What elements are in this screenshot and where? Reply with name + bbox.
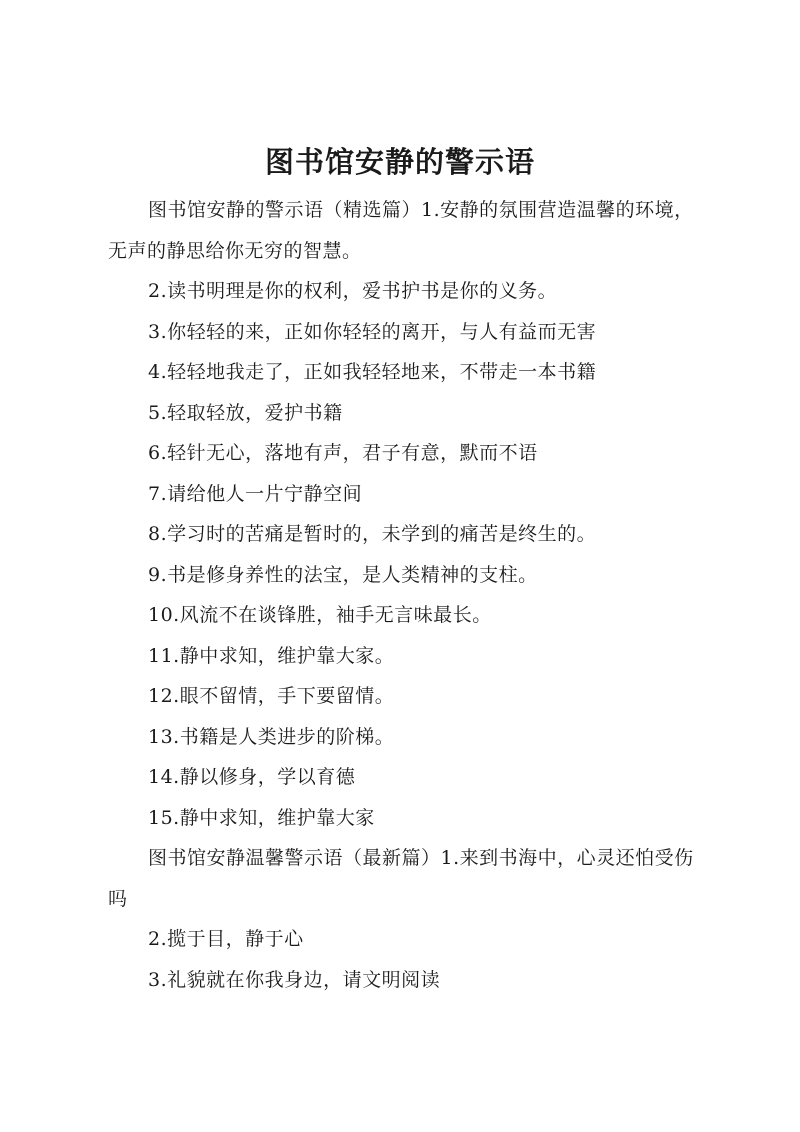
slogan-item-b2: 2.揽于目，静于心 (148, 928, 304, 950)
document-body (108, 190, 708, 1000)
slogan-item-3: 3.你轻轻的来，正如你轻轻的离开，与人有益而无害 (148, 320, 597, 343)
page-title: 图书馆安静的警示语 (264, 145, 535, 179)
slogan-item-6: 6.轻针无心，落地有声，君子有意，默而不语 (148, 442, 538, 464)
slogan-item-b3: 3.礼貌就在你我身边，请文明阅读 (148, 968, 441, 991)
paragraph-intro-2: 图书馆安静温馨警示语（最新篇）1.来到书海中，心灵还怕受伤吗 (108, 847, 694, 910)
slogan-item-15: 15.静中求知，维护靠大家 (148, 806, 375, 829)
slogan-item-5: 5.轻取轻放，爱护书籍 (148, 401, 343, 424)
slogan-item-12: 12.眼不留情，手下要留情。 (148, 685, 395, 707)
slogan-item-7: 7.请给他人一片宁静空间 (148, 482, 363, 505)
slogan-item-10: 10.风流不在谈锋胜，袖手无言味最长。 (148, 604, 492, 626)
slogan-item-8: 8.学习时的苦痛是暂时的，未学到的痛苦是终生的。 (148, 523, 597, 545)
slogan-item-13: 13.书籍是人类进步的阶梯。 (148, 725, 395, 748)
paragraph-intro-1: 图书馆安静的警示语（精选篇）1.安静的氛围营造温馨的环境，无声的静思给你无穷的智慧。 (108, 199, 694, 262)
slogan-item-4: 4.轻轻地我走了，正如我轻轻地来，不带走一本书籍 (148, 361, 597, 383)
slogan-item-14: 14.静以修身，学以育德 (148, 766, 356, 788)
slogan-item-11: 11.静中求知，维护靠大家。 (148, 644, 395, 667)
slogan-item-2: 2.读书明理是你的权利，爱书护书是你的义务。 (148, 280, 558, 302)
slogan-item-9: 9.书是修身养性的法宝，是人类精神的支柱。 (148, 563, 538, 586)
